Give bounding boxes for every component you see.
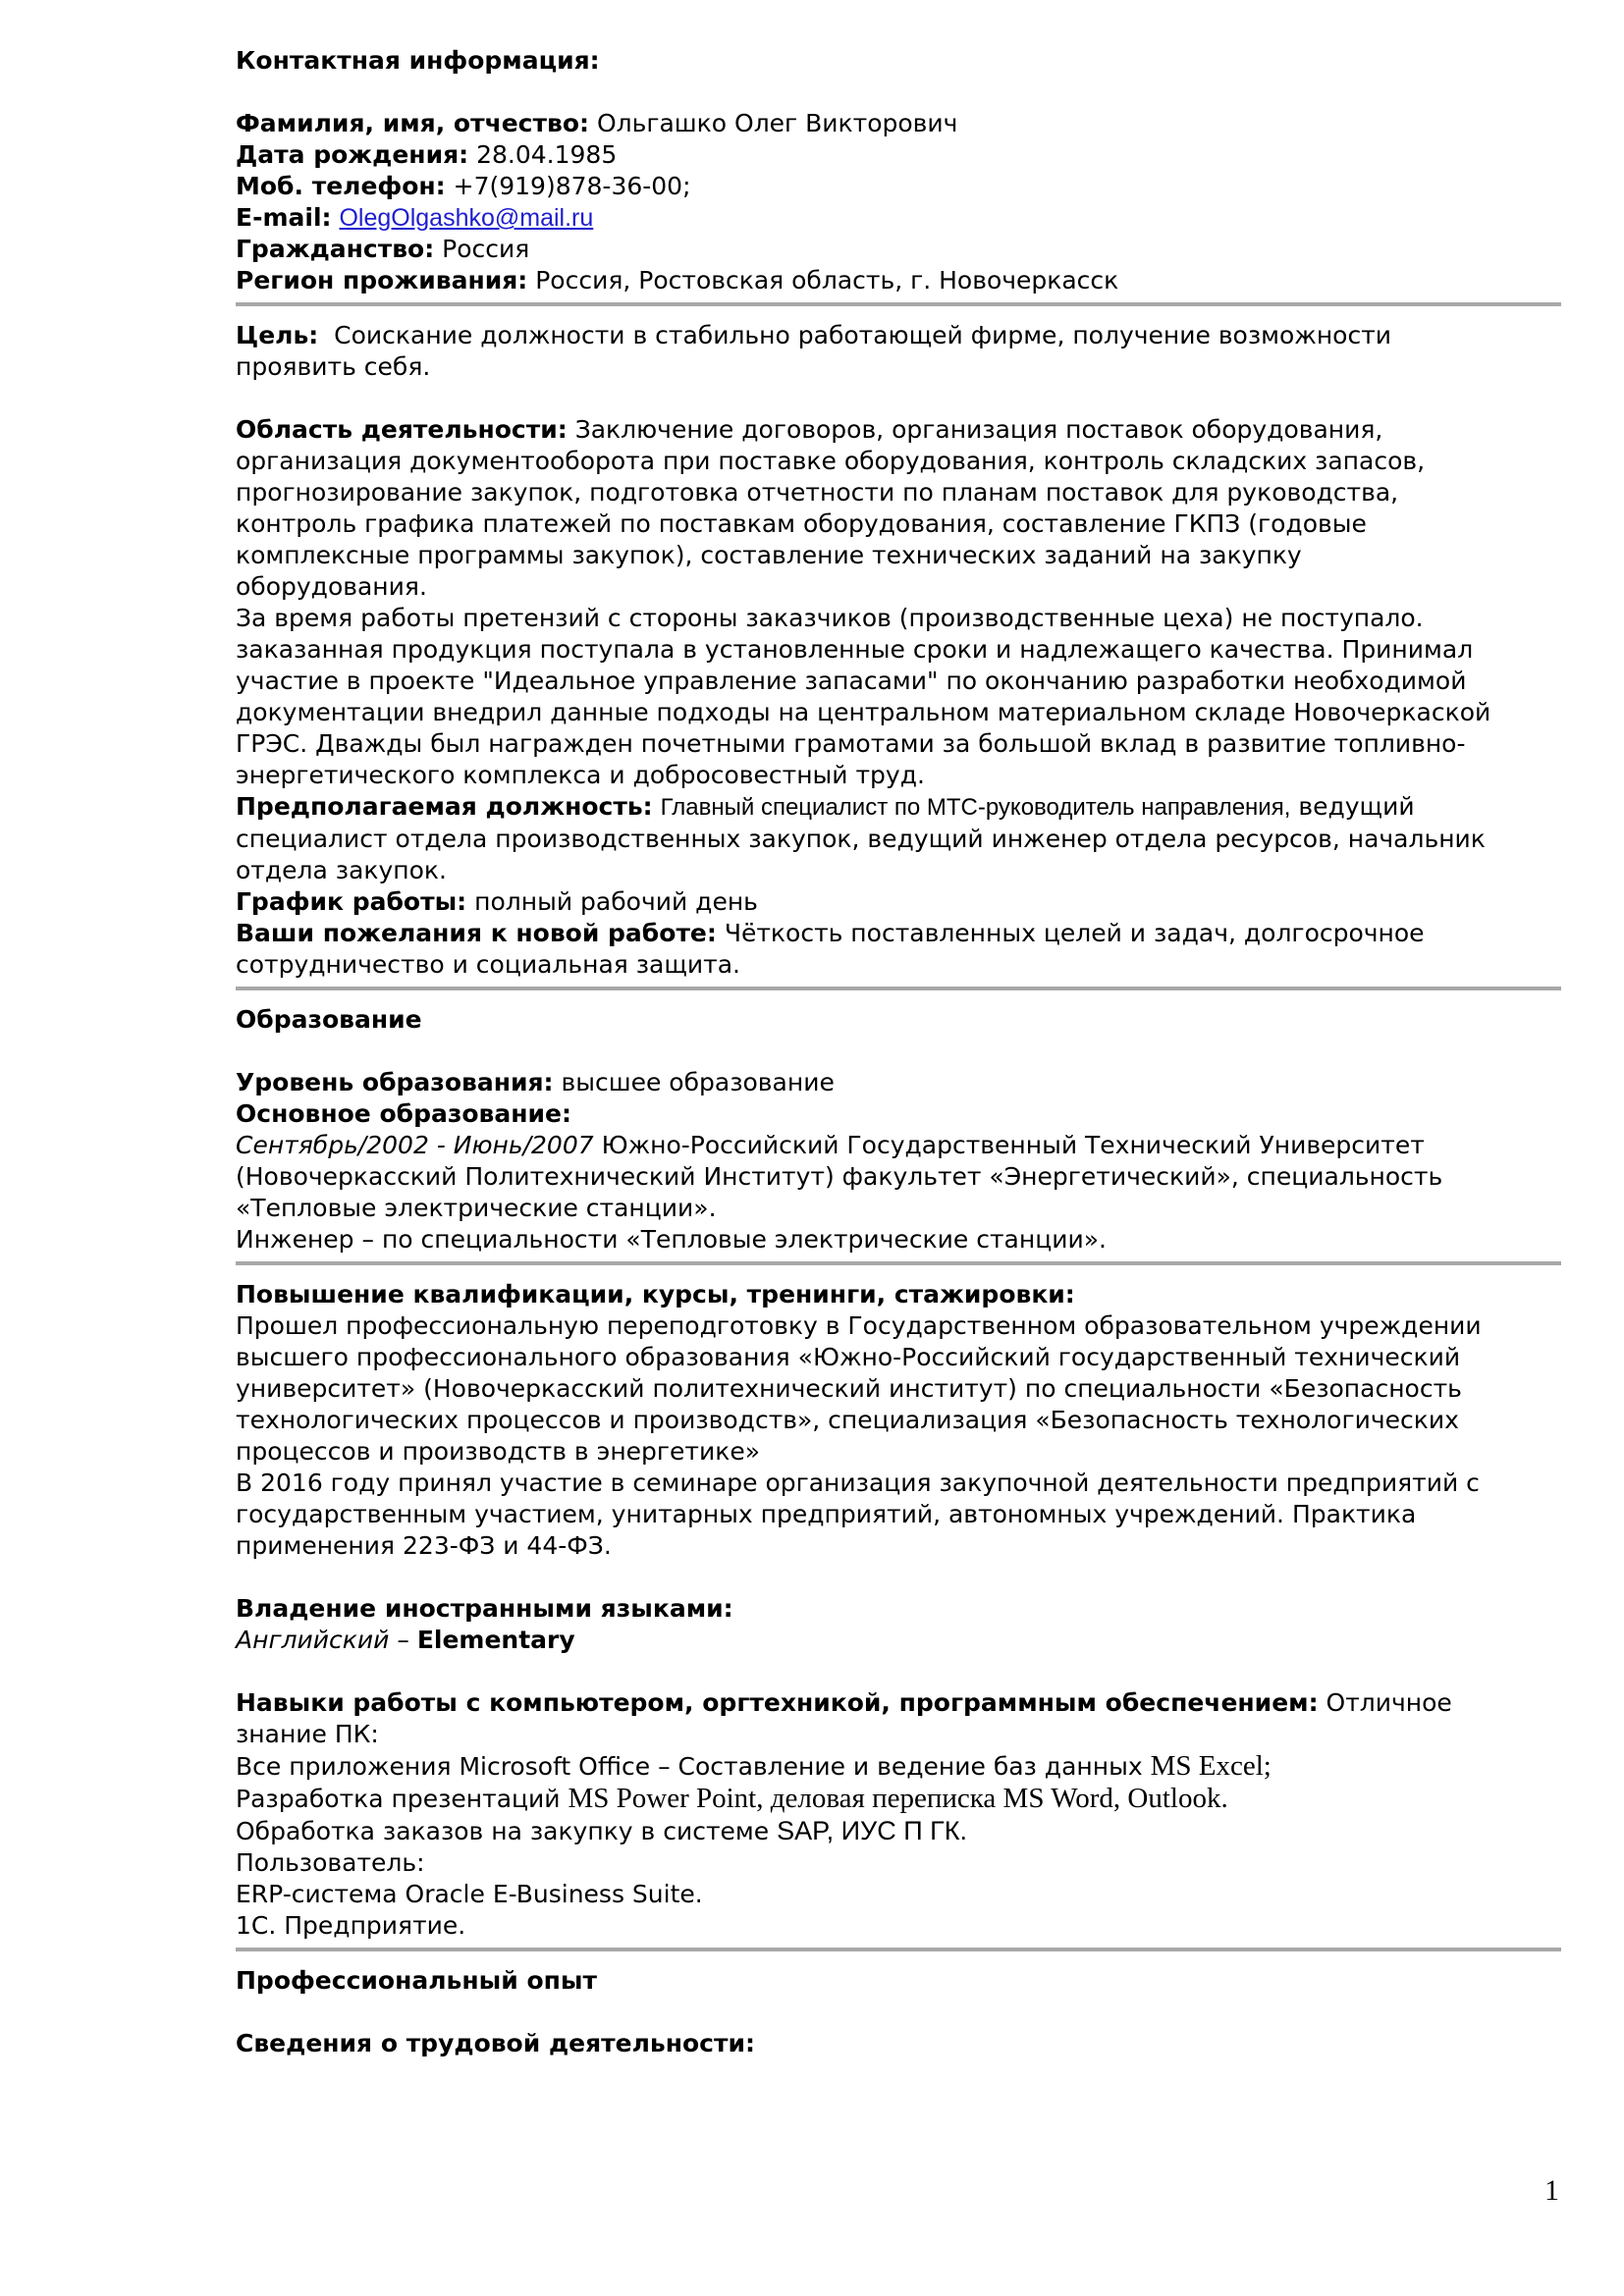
- name-value: Ольгашко Олег Викторович: [596, 109, 958, 137]
- wishes-text: Чёткость поставленных целей и задач, долгосрочное: [724, 919, 1425, 947]
- region-label: Регион проживания:: [236, 266, 528, 294]
- divider: [236, 987, 1561, 990]
- computer-line-3: [236, 1750, 1561, 1783]
- birth-row: [236, 139, 1561, 171]
- goal-line-2: проявить себя.: [236, 352, 431, 381]
- qualification-line: В 2016 году принял участие в семинаре организация закупочной деятельности предприятий с: [236, 1468, 1480, 1497]
- schedule-value: полный рабочий день: [474, 887, 758, 916]
- position-rest: ведущий: [1290, 792, 1415, 821]
- phone-label: Моб. телефон:: [236, 172, 446, 200]
- computer-orders-text: Обработка заказов на закупку в системе: [236, 1817, 778, 1845]
- name-label: Фамилия, имя, отчество:: [236, 109, 589, 137]
- qualification-line: высшего профессионального образования «Южно-Российский государственный технический: [236, 1343, 1461, 1371]
- wishes-line-2: сотрудничество и социальная защита.: [236, 950, 741, 979]
- activity-line: энергетического комплекса и добросовестный труд.: [236, 761, 925, 789]
- activity-line-1: [236, 414, 1561, 446]
- education-level-label: Уровень образования:: [236, 1068, 554, 1096]
- education-line-4: Инженер – по специальности «Тепловые электрические станции».: [236, 1225, 1107, 1254]
- qualification-heading: Повышение квалификации, курсы, тренинги, стажировки:: [236, 1280, 1075, 1308]
- name-row: [236, 108, 1561, 139]
- divider: [236, 1261, 1561, 1265]
- position-line-2: специалист отдела производственных закупок, ведущий инженер отдела ресурсов, начальник: [236, 825, 1486, 853]
- activity-line: контроль графика платежей по поставкам оборудования, составление ГКПЗ (годовые: [236, 509, 1367, 538]
- qualification-line: процессов и производств в энергетике»: [236, 1437, 761, 1466]
- region-row: [236, 265, 1561, 296]
- wishes-line-1: [236, 918, 1561, 949]
- region-value: Россия, Ростовская область, г. Новочеркасск: [535, 266, 1119, 294]
- qualification-line: технологических процессов и производств», специализация «Безопасность технологических: [236, 1406, 1459, 1434]
- contact-heading: Контактная информация:: [236, 46, 600, 75]
- divider: [236, 302, 1561, 306]
- language-dash: –: [389, 1626, 417, 1654]
- activity-line: прогнозирование закупок, подготовка отчетности по планам поставок для руководства,: [236, 478, 1399, 507]
- wishes-label: Ваши пожелания к новой работе:: [236, 919, 717, 947]
- language-row: [236, 1625, 1561, 1656]
- schedule-row: [236, 886, 1561, 918]
- position-line-1: [236, 791, 1561, 824]
- education-period: Сентябрь/2002 - Июнь/2007: [236, 1131, 594, 1159]
- experience-subheading: Сведения о трудовой деятельности:: [236, 2029, 755, 2057]
- computer-powerpoint: MS Power Point, деловая переписка MS Word, Outlook.: [568, 1783, 1228, 1814]
- education-level-row: [236, 1067, 1561, 1098]
- computer-line-8: 1С. Предприятие.: [236, 1911, 466, 1940]
- activity-line: ГРЭС. Дважды был награжден почетными грамотами за большой вклад в развитие топливно-: [236, 729, 1466, 758]
- activity-line: За время работы претензий с стороны заказчиков (производственные цеха) не поступало.: [236, 604, 1424, 632]
- citizenship-label: Гражданство:: [236, 235, 435, 263]
- position-label: Предполагаемая должность:: [236, 792, 653, 821]
- qualification-line: университет» (Новочеркасский политехнический институт) по специальности «Безопасность: [236, 1374, 1462, 1403]
- computer-label-rest: Отличное: [1318, 1688, 1452, 1717]
- activity-line: оборудования.: [236, 572, 427, 601]
- activity-line: заказанная продукция поступала в установленные сроки и надлежащего качества. Принимал: [236, 635, 1474, 664]
- computer-presentation-text: Разработка презентаций: [236, 1785, 568, 1813]
- education-line-3: «Тепловые электрические станции».: [236, 1194, 717, 1222]
- computer-line-2: знание ПК:: [236, 1720, 379, 1748]
- activity-label: Область деятельности:: [236, 415, 568, 444]
- email-label: E-mail:: [236, 203, 332, 232]
- citizenship-row: [236, 234, 1561, 265]
- activity-line: комплексные программы закупок), составление технических заданий на закупку: [236, 541, 1302, 569]
- education-main-label: Основное образование:: [236, 1099, 571, 1128]
- phone-row: [236, 171, 1561, 202]
- computer-sap: SAP, ИУС П ГК.: [777, 1816, 967, 1845]
- activity-text: Заключение договоров, организация поставок оборудования,: [574, 415, 1383, 444]
- goal-text: Соискание должности в стабильно работающей фирме, получение возможности: [334, 321, 1392, 349]
- computer-line-7: ERP-система Oracle E-Business Suite.: [236, 1880, 703, 1908]
- qualification-line: государственным участием, унитарных предприятий, автономных учреждений. Практика: [236, 1500, 1417, 1528]
- language-name: Английский: [236, 1626, 390, 1654]
- birth-label: Дата рождения:: [236, 140, 469, 169]
- computer-office-text: Все приложения Microsoft Office – Составление и ведение баз данных: [236, 1752, 1151, 1781]
- experience-heading: Профессиональный опыт: [236, 1966, 597, 1995]
- activity-line: участие в проекте "Идеальное управление запасами" по окончанию разработки необходимой: [236, 667, 1467, 695]
- qualification-line: применения 223-ФЗ и 44-ФЗ.: [236, 1531, 612, 1560]
- resume-page: [236, 45, 1561, 2059]
- computer-line-1: [236, 1687, 1561, 1719]
- position-line-3: отдела закупок.: [236, 856, 447, 884]
- goal-line-1: [236, 320, 1561, 351]
- birth-value: 28.04.1985: [476, 140, 618, 169]
- goal-label: Цель:: [236, 321, 319, 349]
- computer-excel: MS Excel;: [1150, 1750, 1272, 1782]
- phone-value: +7(919)878-36-00;: [453, 172, 691, 200]
- education-line-2: (Новочеркасский Политехнический Институт) факультет «Энергетический», специальность: [236, 1162, 1443, 1191]
- computer-line-4: [236, 1783, 1561, 1815]
- computer-label: Навыки работы с компьютером, оргтехникой, программным обеспечением:: [236, 1688, 1319, 1717]
- schedule-label: График работы:: [236, 887, 467, 916]
- activity-line: документации внедрил данные подходы на центральном материальном складе Новочеркаской: [236, 698, 1491, 726]
- qualification-line: Прошел профессиональную переподготовку в Государственном образовательном учреждении: [236, 1311, 1482, 1340]
- computer-line-6: Пользователь:: [236, 1848, 425, 1877]
- languages-heading: Владение иностранными языками:: [236, 1594, 733, 1623]
- email-row: [236, 202, 1561, 234]
- education-university: Южно-Российский Государственный Технический Университет: [601, 1131, 1425, 1159]
- email-link[interactable]: OlegOlgashko@mail.ru: [339, 204, 594, 232]
- computer-line-5: [236, 1815, 1561, 1847]
- education-heading: Образование: [236, 1005, 422, 1034]
- activity-line: организация документооборота при поставке оборудования, контроль складских запасов,: [236, 447, 1426, 475]
- position-narrow: Главный специалист по МТС-руководитель направления,: [660, 794, 1291, 821]
- page-number: 1: [1544, 2174, 1559, 2207]
- citizenship-value: Россия: [442, 235, 530, 263]
- education-level-value: высшее образование: [561, 1068, 835, 1096]
- education-line-1: [236, 1130, 1561, 1161]
- divider: [236, 1948, 1561, 1951]
- language-level: Elementary: [416, 1626, 575, 1654]
